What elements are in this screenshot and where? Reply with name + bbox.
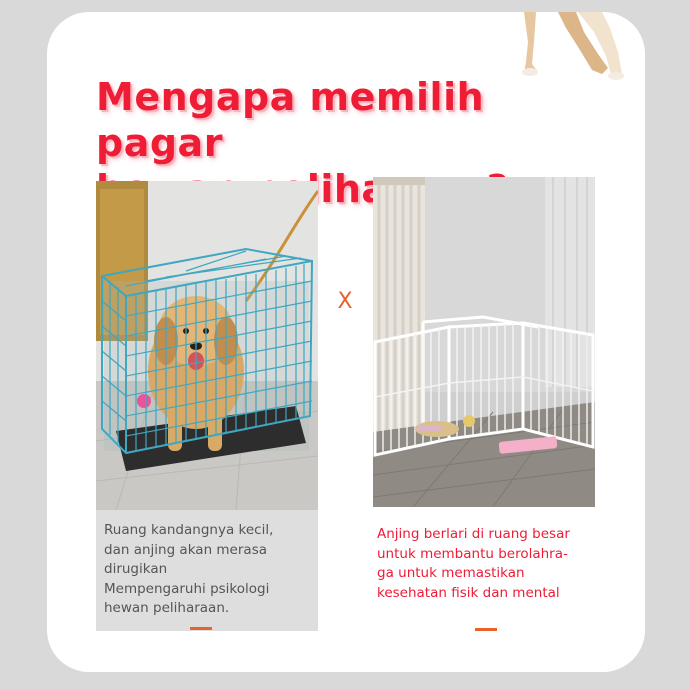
comparison-separator: X	[337, 289, 353, 314]
caption-divider	[475, 628, 497, 631]
playpen-photo	[373, 177, 595, 507]
dog-legs-illustration	[518, 12, 628, 82]
page-headline: Mengapa memilih pagar	[96, 75, 485, 165]
small-crate-caption: Ruang kandangnya kecil, dan anjing akan merasa dirugikan Mempengaruhi psikologi hewan peliharaan.	[104, 522, 274, 616]
comparison-panel-small-crate	[96, 181, 318, 631]
caption-divider	[190, 627, 212, 630]
crate-photo	[96, 181, 318, 510]
comparison-panel-playpen	[373, 177, 595, 632]
playpen-caption: Anjing berlari di ruang besar untuk membantu berolahra- ga untuk memastikan kesehatan fisik dan mental	[377, 526, 570, 601]
